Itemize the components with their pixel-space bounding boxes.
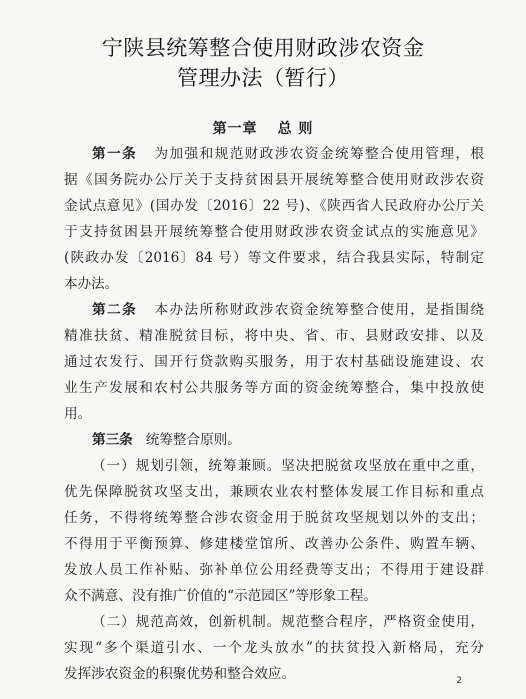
item1-line-2: 任务，不得将统筹整合涉农资金用于脱贫攻坚规划以外的支出； bbox=[64, 510, 484, 526]
article3-line-0 bbox=[92, 427, 484, 453]
article2-label: 第二条 bbox=[92, 302, 138, 318]
article3-label: 第三条 bbox=[92, 432, 133, 448]
article2-line-0 bbox=[92, 297, 484, 323]
article1-line-4: (陕政办发〔2016〕84 号）等文件要求，结合我县实际，特制定 bbox=[64, 250, 484, 266]
article1-line-2: 金试点意见》(国办发〔2016〕22 号)、《陕西省人民政府办公厅关 bbox=[64, 198, 484, 214]
article2-line-4: 用。 bbox=[64, 406, 92, 422]
article2-text-0: 本办法所称财政涉农资金统筹整合使用，是指围绕 bbox=[154, 302, 484, 318]
chapter-name: 总 则 bbox=[277, 121, 314, 137]
item1-line-4: 发放人员工作补贴、弥补单位公用经费等支出；不得用于建设群 bbox=[64, 562, 484, 578]
item1-line-1: 优先保障脱贫攻坚支出，兼顾农业农村整体发展工作目标和重点 bbox=[64, 484, 484, 500]
article1-line-1: 据《国务院办公厅关于支持贫困县开展统筹整合使用财政涉农资 bbox=[64, 172, 484, 188]
article2-line-1: 精准扶贫、精准脱贫目标，将中央、省、市、县财政安排、以及 bbox=[64, 328, 484, 344]
document-title-line2: 管理办法（暂行） bbox=[177, 66, 349, 90]
article2-line-3: 业生产发展和农村公共服务等方面的资金统筹整合，集中投放使 bbox=[64, 380, 484, 396]
article1-line-3: 于支持贫困县开展统筹整合使用财政涉农资金试点的实施意见》 bbox=[64, 224, 484, 240]
chapter-heading bbox=[0, 118, 526, 138]
item1-line-3: 不得用于平衡预算、修建楼堂馆所、改善办公条件、购置车辆、 bbox=[64, 536, 484, 552]
chapter-label: 第一章 bbox=[212, 121, 258, 137]
article1-line-5: 本办法。 bbox=[64, 276, 119, 292]
article2-line-2: 通过农发行、国开行贷款购买服务，用于农村基础设施建设、农 bbox=[64, 354, 484, 370]
item2-line-0: （二）规范高效，创新机制。规范整合程序，严格资金使用， bbox=[92, 614, 484, 630]
article1-label: 第一条 bbox=[92, 146, 138, 162]
document-title-line1: 宁陕县统筹整合使用财政涉农资金 bbox=[101, 36, 425, 60]
item1-line-0: （一）规划引领，统筹兼顾。坚决把脱贫攻坚放在重中之重， bbox=[92, 458, 484, 474]
item2-line-2: 发挥涉农资金的积聚优势和整合效应。 bbox=[64, 666, 296, 682]
article3-text: 统筹整合原则。 bbox=[145, 432, 241, 448]
item1-line-5: 众不满意、没有推广价值的“示范园区”等形象工程。 bbox=[64, 588, 377, 604]
article1-line-0 bbox=[92, 141, 484, 167]
page-number: 2 bbox=[456, 676, 462, 686]
item2-line-1: 实现“多个渠道引水、一个龙头放水”的扶贫投入新格局，充分 bbox=[64, 640, 484, 656]
article1-text-0: 为加强和规范财政涉农资金统筹整合使用管理，根 bbox=[154, 146, 484, 162]
